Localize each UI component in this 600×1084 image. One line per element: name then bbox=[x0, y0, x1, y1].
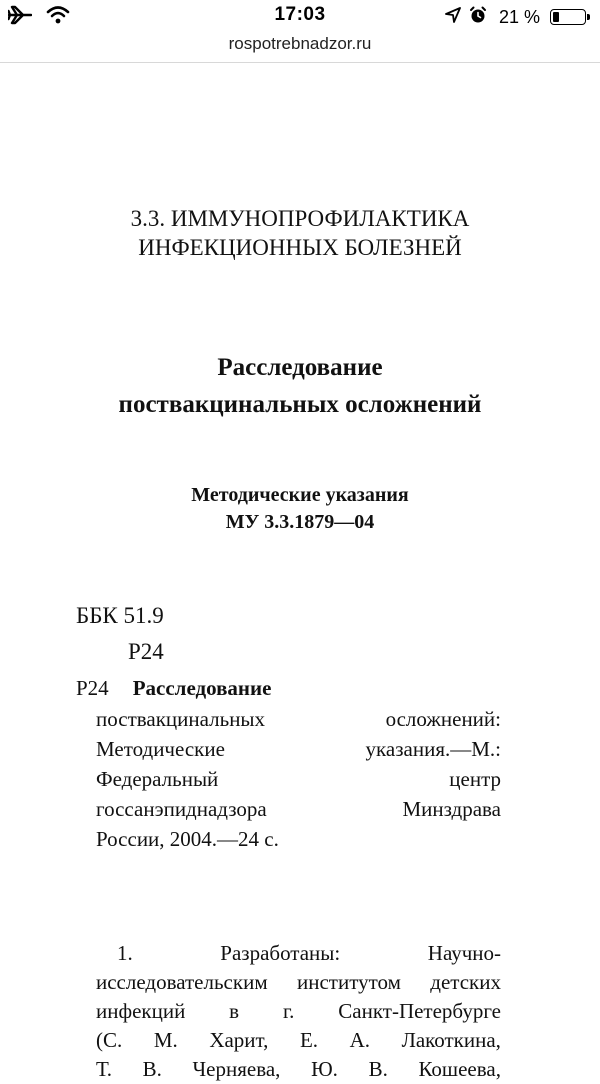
developers-word: Научно- bbox=[427, 941, 501, 965]
biblio-line bbox=[96, 794, 501, 824]
developers-word: 1. bbox=[117, 941, 133, 965]
document-title bbox=[0, 349, 600, 423]
biblio-line bbox=[96, 734, 501, 764]
developers-word: В. bbox=[368, 1057, 388, 1081]
developers-line bbox=[96, 1025, 501, 1055]
bbk-code: Р24 bbox=[128, 639, 164, 664]
developers-word: институтом bbox=[297, 970, 401, 994]
developers-word: Лакоткина, bbox=[401, 1028, 501, 1052]
biblio-word: Минздрава bbox=[402, 797, 501, 821]
biblio-word: указания.—М.: bbox=[365, 737, 501, 761]
document-subtitle-line: Методические указания bbox=[191, 484, 409, 506]
biblio-line bbox=[96, 704, 501, 734]
developers-word: Ю. bbox=[311, 1057, 338, 1081]
biblio-word: центр bbox=[449, 767, 501, 791]
developers-word: исследовательским bbox=[96, 970, 268, 994]
status-bar bbox=[0, 0, 600, 34]
developers-word: г. bbox=[282, 999, 295, 1023]
document-subtitle-line: МУ 3.3.1879—04 bbox=[225, 511, 375, 533]
document-subtitle bbox=[0, 482, 600, 536]
biblio-heading bbox=[76, 673, 271, 703]
developers-word: (С. bbox=[96, 1028, 123, 1052]
developers-line bbox=[96, 967, 501, 997]
developers-word: Харит, bbox=[209, 1028, 269, 1052]
document-page bbox=[0, 63, 600, 1081]
biblio-last-line: России, 2004.—24 с. bbox=[96, 827, 279, 851]
biblio-word: осложнений: bbox=[385, 707, 501, 731]
developers-word: Е. bbox=[299, 1028, 319, 1052]
developers-word: Разработаны: bbox=[220, 941, 341, 965]
biblio-word: Методические bbox=[96, 737, 225, 761]
developers-word: инфекций bbox=[96, 999, 186, 1023]
bbk-index: ББК 51.9 bbox=[76, 603, 164, 628]
biblio-word: поствакцинальных bbox=[96, 707, 266, 731]
status-time: 17:03 bbox=[274, 4, 326, 25]
biblio-line bbox=[96, 764, 501, 794]
developers-word: Кошеева, bbox=[418, 1057, 501, 1081]
section-heading-line: 3.3. ИММУНОПРОФИЛАКТИКА bbox=[130, 206, 470, 231]
developers-word: в bbox=[229, 999, 240, 1023]
alarm-clock-icon bbox=[469, 6, 487, 29]
section-heading-line: ИНФЕКЦИОННЫХ БОЛЕЗНЕЙ bbox=[138, 235, 462, 260]
biblio-word: госсанэпиднадзора bbox=[96, 797, 267, 821]
developers-word: В. bbox=[142, 1057, 162, 1081]
biblio-title: Расследование bbox=[132, 676, 272, 700]
developers-word: М. bbox=[153, 1028, 178, 1052]
developers-word: Черняева, bbox=[192, 1057, 281, 1081]
battery-icon bbox=[550, 9, 586, 25]
document-title-line: поствакцинальных осложнений bbox=[118, 391, 482, 418]
developers-line bbox=[96, 996, 501, 1026]
section-heading bbox=[0, 204, 600, 262]
developers-line bbox=[96, 1054, 501, 1084]
developers-word: Санкт-Петербурге bbox=[338, 999, 501, 1023]
developers-word: детских bbox=[430, 970, 501, 994]
address-bar[interactable]: rospotrebnadzor.ru bbox=[228, 34, 372, 53]
biblio-code: Р24 bbox=[76, 676, 109, 700]
battery-level bbox=[553, 12, 559, 22]
document-title-line: Расследование bbox=[217, 354, 383, 381]
status-bar-right bbox=[445, 5, 586, 29]
developers-word: А. bbox=[349, 1028, 371, 1052]
location-arrow-icon bbox=[445, 7, 461, 28]
developers-line bbox=[117, 938, 501, 968]
biblio-word: Федеральный bbox=[96, 767, 219, 791]
developers-word: Т. bbox=[96, 1057, 112, 1081]
battery-percent: 21 % bbox=[498, 6, 540, 27]
